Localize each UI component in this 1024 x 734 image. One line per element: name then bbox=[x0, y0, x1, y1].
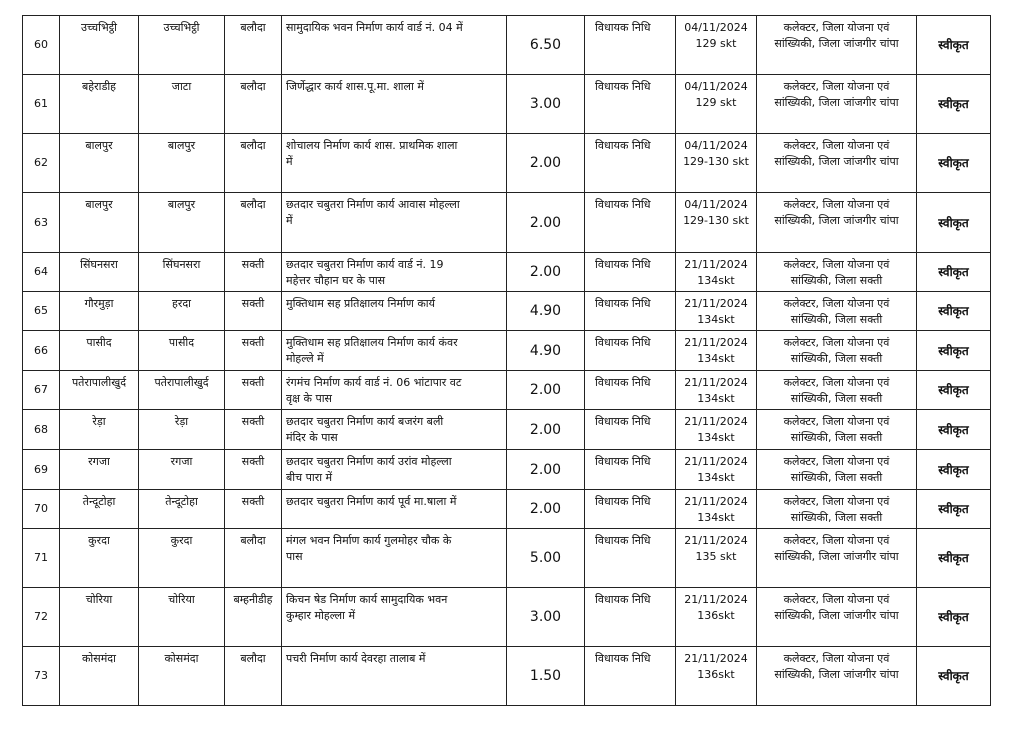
authority-line-2: सांख्यिकी, जिला सक्ती bbox=[790, 431, 883, 444]
fund-source: विधायक निधि bbox=[585, 292, 676, 331]
sanction-date bbox=[676, 410, 757, 450]
date-text: 21/11/2024 bbox=[684, 297, 748, 310]
serial-number: 61 bbox=[23, 75, 60, 134]
reference-number: 129-130 skt bbox=[683, 155, 749, 168]
date-text: 04/11/2024 bbox=[684, 80, 748, 93]
work-description-line-2: बीच पारा में bbox=[286, 471, 333, 484]
authority-line-2: सांख्यिकी, जिला जांजगीर चांपा bbox=[774, 609, 899, 622]
amount: 2.00 bbox=[507, 134, 585, 193]
village-name: बालपुर bbox=[60, 134, 139, 193]
fund-source: विधायक निधि bbox=[585, 490, 676, 529]
table-row bbox=[23, 410, 991, 450]
status-badge: स्वीकृत bbox=[917, 410, 991, 450]
sanctioning-authority bbox=[757, 410, 917, 450]
table-row bbox=[23, 529, 991, 588]
sanctioning-authority bbox=[757, 450, 917, 490]
reference-number: 129 skt bbox=[695, 96, 737, 109]
authority-line-2: सांख्यिकी, जिला सक्ती bbox=[790, 471, 883, 484]
panchayat-name: पासीद bbox=[139, 331, 225, 371]
reference-number: 134skt bbox=[697, 392, 735, 405]
work-description bbox=[282, 292, 507, 331]
work-description-line-1: किचन षेड निर्माण कार्य सामुदायिक भवन bbox=[286, 593, 448, 606]
amount: 3.00 bbox=[507, 75, 585, 134]
sanctioning-authority bbox=[757, 588, 917, 647]
sanctioning-authority bbox=[757, 371, 917, 410]
panchayat-name: कोसमंदा bbox=[139, 647, 225, 706]
serial-number: 62 bbox=[23, 134, 60, 193]
authority-line-2: सांख्यिकी, जिला जांजगीर चांपा bbox=[774, 96, 899, 109]
amount: 2.00 bbox=[507, 253, 585, 292]
date-text: 04/11/2024 bbox=[684, 21, 748, 34]
date-text: 21/11/2024 bbox=[684, 258, 748, 271]
date-text: 04/11/2024 bbox=[684, 198, 748, 211]
sanctioning-authority bbox=[757, 331, 917, 371]
serial-number: 72 bbox=[23, 588, 60, 647]
sanction-table bbox=[22, 15, 991, 706]
authority-line-1: कलेक्टर, जिला योजना एवं bbox=[783, 258, 890, 271]
work-description bbox=[282, 647, 507, 706]
status-badge: स्वीकृत bbox=[917, 253, 991, 292]
amount: 2.00 bbox=[507, 410, 585, 450]
panchayat-name: पतेरापालीखुर्द bbox=[139, 371, 225, 410]
authority-line-2: सांख्यिकी, जिला सक्ती bbox=[790, 313, 883, 326]
block-name: सक्ती bbox=[225, 331, 282, 371]
work-description bbox=[282, 371, 507, 410]
authority-line-1: कलेक्टर, जिला योजना एवं bbox=[783, 495, 890, 508]
status-badge: स्वीकृत bbox=[917, 16, 991, 75]
fund-source: विधायक निधि bbox=[585, 588, 676, 647]
amount: 6.50 bbox=[507, 16, 585, 75]
status-badge: स्वीकृत bbox=[917, 588, 991, 647]
reference-number: 134skt bbox=[697, 313, 735, 326]
amount: 1.50 bbox=[507, 647, 585, 706]
fund-source: विधायक निधि bbox=[585, 331, 676, 371]
block-name: सक्ती bbox=[225, 490, 282, 529]
panchayat-name: चोरिया bbox=[139, 588, 225, 647]
table-row bbox=[23, 450, 991, 490]
authority-line-2: सांख्यिकी, जिला सक्ती bbox=[790, 511, 883, 524]
work-description-line-1: मुक्तिधाम सह प्रतिक्षालय निर्माण कार्य bbox=[286, 297, 436, 310]
table-row bbox=[23, 253, 991, 292]
authority-line-2: सांख्यिकी, जिला सक्ती bbox=[790, 352, 883, 365]
reference-number: 134skt bbox=[697, 471, 735, 484]
reference-number: 129 skt bbox=[695, 37, 737, 50]
work-description bbox=[282, 134, 507, 193]
fund-source: विधायक निधि bbox=[585, 75, 676, 134]
status-badge: स्वीकृत bbox=[917, 647, 991, 706]
date-text: 21/11/2024 bbox=[684, 336, 748, 349]
panchayat-name: रेड़ा bbox=[139, 410, 225, 450]
date-text: 21/11/2024 bbox=[684, 495, 748, 508]
authority-line-1: कलेक्टर, जिला योजना एवं bbox=[783, 593, 890, 606]
table-body bbox=[23, 16, 991, 706]
fund-source: विधायक निधि bbox=[585, 647, 676, 706]
village-name: पासीद bbox=[60, 331, 139, 371]
authority-line-2: सांख्यिकी, जिला जांजगीर चांपा bbox=[774, 155, 899, 168]
reference-number: 135 skt bbox=[695, 550, 737, 563]
sanctioning-authority bbox=[757, 75, 917, 134]
fund-source: विधायक निधि bbox=[585, 193, 676, 253]
date-text: 21/11/2024 bbox=[684, 455, 748, 468]
sanction-date bbox=[676, 75, 757, 134]
table-row bbox=[23, 193, 991, 253]
block-name: सक्ती bbox=[225, 253, 282, 292]
status-badge: स्वीकृत bbox=[917, 331, 991, 371]
table-row bbox=[23, 647, 991, 706]
fund-source: विधायक निधि bbox=[585, 450, 676, 490]
authority-line-2: सांख्यिकी, जिला जांजगीर चांपा bbox=[774, 550, 899, 563]
authority-line-2: सांख्यिकी, जिला जांजगीर चांपा bbox=[774, 214, 899, 227]
table-row bbox=[23, 588, 991, 647]
serial-number: 64 bbox=[23, 253, 60, 292]
block-name: बलौदा bbox=[225, 134, 282, 193]
fund-source: विधायक निधि bbox=[585, 16, 676, 75]
serial-number: 71 bbox=[23, 529, 60, 588]
sanctioning-authority bbox=[757, 16, 917, 75]
serial-number: 60 bbox=[23, 16, 60, 75]
reference-number: 134skt bbox=[697, 352, 735, 365]
amount: 4.90 bbox=[507, 331, 585, 371]
work-description-line-1: जिर्णेद्धार कार्य शास.पू.मा. शाला में bbox=[286, 80, 424, 93]
work-description-line-1: मुक्तिधाम सह प्रतिक्षालय निर्माण कार्य कंवर bbox=[286, 336, 458, 349]
panchayat-name: तेन्दूटोहा bbox=[139, 490, 225, 529]
panchayat-name: कुरदा bbox=[139, 529, 225, 588]
authority-line-2: सांख्यिकी, जिला जांजगीर चांपा bbox=[774, 37, 899, 50]
sanction-date bbox=[676, 490, 757, 529]
reference-number: 134skt bbox=[697, 431, 735, 444]
authority-line-1: कलेक्टर, जिला योजना एवं bbox=[783, 297, 890, 310]
reference-number: 136skt bbox=[697, 609, 735, 622]
sanction-date bbox=[676, 193, 757, 253]
work-description bbox=[282, 16, 507, 75]
sanction-date bbox=[676, 371, 757, 410]
work-description-line-1: छतदार चबुतरा निर्माण कार्य आवास मोहल्ला bbox=[286, 198, 460, 211]
amount: 5.00 bbox=[507, 529, 585, 588]
sanction-date bbox=[676, 331, 757, 371]
block-name: सक्ती bbox=[225, 450, 282, 490]
village-name: बालपुर bbox=[60, 193, 139, 253]
amount: 2.00 bbox=[507, 193, 585, 253]
status-badge: स्वीकृत bbox=[917, 529, 991, 588]
sanction-table-sheet bbox=[22, 15, 990, 706]
fund-source: विधायक निधि bbox=[585, 253, 676, 292]
authority-line-1: कलेक्टर, जिला योजना एवं bbox=[783, 455, 890, 468]
reference-number: 136skt bbox=[697, 668, 735, 681]
block-name: बलौदा bbox=[225, 647, 282, 706]
authority-line-1: कलेक्टर, जिला योजना एवं bbox=[783, 415, 890, 428]
work-description bbox=[282, 193, 507, 253]
village-name: कोसमंदा bbox=[60, 647, 139, 706]
fund-source: विधायक निधि bbox=[585, 529, 676, 588]
work-description bbox=[282, 588, 507, 647]
work-description bbox=[282, 410, 507, 450]
work-description-line-1: रंगमंच निर्माण कार्य वार्ड नं. 06 भांटापार वट bbox=[286, 376, 462, 389]
authority-line-1: कलेक्टर, जिला योजना एवं bbox=[783, 139, 890, 152]
block-name: बम्हनीडीह bbox=[225, 588, 282, 647]
work-description-line-2: में bbox=[286, 214, 293, 227]
block-name: सक्ती bbox=[225, 410, 282, 450]
fund-source: विधायक निधि bbox=[585, 134, 676, 193]
table-row bbox=[23, 331, 991, 371]
village-name: सिंघनसरा bbox=[60, 253, 139, 292]
date-text: 21/11/2024 bbox=[684, 415, 748, 428]
work-description bbox=[282, 253, 507, 292]
serial-number: 68 bbox=[23, 410, 60, 450]
amount: 3.00 bbox=[507, 588, 585, 647]
serial-number: 67 bbox=[23, 371, 60, 410]
panchayat-name: सिंघनसरा bbox=[139, 253, 225, 292]
table-row bbox=[23, 371, 991, 410]
block-name: बलौदा bbox=[225, 529, 282, 588]
reference-number: 134skt bbox=[697, 274, 735, 287]
fund-source: विधायक निधि bbox=[585, 410, 676, 450]
amount: 2.00 bbox=[507, 450, 585, 490]
work-description-line-2: पास bbox=[286, 550, 303, 563]
serial-number: 63 bbox=[23, 193, 60, 253]
village-name: तेन्दूटोहा bbox=[60, 490, 139, 529]
amount: 4.90 bbox=[507, 292, 585, 331]
authority-line-1: कलेक्टर, जिला योजना एवं bbox=[783, 652, 890, 665]
authority-line-1: कलेक्टर, जिला योजना एवं bbox=[783, 198, 890, 211]
sanctioning-authority bbox=[757, 490, 917, 529]
work-description-line-2: वृक्ष के पास bbox=[286, 392, 332, 405]
work-description-line-1: छतदार चबुतरा निर्माण कार्य वार्ड नं. 19 bbox=[286, 258, 444, 271]
sanction-date bbox=[676, 134, 757, 193]
work-description-line-2: में bbox=[286, 155, 293, 168]
amount: 2.00 bbox=[507, 371, 585, 410]
work-description-line-1: पचरी निर्माण कार्य देवरहा तालाब में bbox=[286, 652, 426, 665]
panchayat-name: जाटा bbox=[139, 75, 225, 134]
block-name: बलौदा bbox=[225, 16, 282, 75]
status-badge: स्वीकृत bbox=[917, 75, 991, 134]
table-row bbox=[23, 134, 991, 193]
block-name: सक्ती bbox=[225, 371, 282, 410]
village-name: पतेरापालीखुर्द bbox=[60, 371, 139, 410]
status-badge: स्वीकृत bbox=[917, 292, 991, 331]
sanction-date bbox=[676, 647, 757, 706]
reference-number: 134skt bbox=[697, 511, 735, 524]
sanction-date bbox=[676, 16, 757, 75]
status-badge: स्वीकृत bbox=[917, 490, 991, 529]
authority-line-2: सांख्यिकी, जिला सक्ती bbox=[790, 392, 883, 405]
date-text: 04/11/2024 bbox=[684, 139, 748, 152]
status-badge: स्वीकृत bbox=[917, 193, 991, 253]
date-text: 21/11/2024 bbox=[684, 593, 748, 606]
sanctioning-authority bbox=[757, 292, 917, 331]
table-row bbox=[23, 490, 991, 529]
fund-source: विधायक निधि bbox=[585, 371, 676, 410]
village-name: रगजा bbox=[60, 450, 139, 490]
date-text: 21/11/2024 bbox=[684, 652, 748, 665]
table-row bbox=[23, 75, 991, 134]
block-name: सक्ती bbox=[225, 292, 282, 331]
authority-line-2: सांख्यिकी, जिला जांजगीर चांपा bbox=[774, 668, 899, 681]
sanctioning-authority bbox=[757, 529, 917, 588]
sanction-date bbox=[676, 450, 757, 490]
work-description-line-1: शोचालय निर्माण कार्य शास. प्राथमिक शाला bbox=[286, 139, 458, 152]
authority-line-2: सांख्यिकी, जिला सक्ती bbox=[790, 274, 883, 287]
table-row bbox=[23, 292, 991, 331]
sanctioning-authority bbox=[757, 193, 917, 253]
authority-line-1: कलेक्टर, जिला योजना एवं bbox=[783, 534, 890, 547]
authority-line-1: कलेक्टर, जिला योजना एवं bbox=[783, 80, 890, 93]
village-name: रेड़ा bbox=[60, 410, 139, 450]
panchayat-name: रगजा bbox=[139, 450, 225, 490]
village-name: गौरमुड़ा bbox=[60, 292, 139, 331]
sanctioning-authority bbox=[757, 647, 917, 706]
serial-number: 70 bbox=[23, 490, 60, 529]
village-name: चोरिया bbox=[60, 588, 139, 647]
work-description-line-1: मंगल भवन निर्माण कार्य गुलमोहर चौक के bbox=[286, 534, 452, 547]
panchayat-name: बालपुर bbox=[139, 134, 225, 193]
work-description-line-2: मोहल्ले में bbox=[286, 352, 324, 365]
work-description bbox=[282, 75, 507, 134]
village-name: उच्चभिट्ठी bbox=[60, 16, 139, 75]
work-description-line-2: मंदिर के पास bbox=[286, 431, 338, 444]
work-description bbox=[282, 331, 507, 371]
status-badge: स्वीकृत bbox=[917, 450, 991, 490]
panchayat-name: उच्चभिट्ठी bbox=[139, 16, 225, 75]
sanction-date bbox=[676, 588, 757, 647]
date-text: 21/11/2024 bbox=[684, 376, 748, 389]
status-badge: स्वीकृत bbox=[917, 134, 991, 193]
sanction-date bbox=[676, 529, 757, 588]
authority-line-1: कलेक्टर, जिला योजना एवं bbox=[783, 336, 890, 349]
date-text: 21/11/2024 bbox=[684, 534, 748, 547]
work-description-line-2: महेत्तर चौहान घर के पास bbox=[286, 274, 386, 287]
sanction-date bbox=[676, 292, 757, 331]
authority-line-1: कलेक्टर, जिला योजना एवं bbox=[783, 376, 890, 389]
amount: 2.00 bbox=[507, 490, 585, 529]
block-name: बलौदा bbox=[225, 193, 282, 253]
sanctioning-authority bbox=[757, 253, 917, 292]
serial-number: 69 bbox=[23, 450, 60, 490]
table-row bbox=[23, 16, 991, 75]
sanction-date bbox=[676, 253, 757, 292]
serial-number: 65 bbox=[23, 292, 60, 331]
village-name: बहेराडीह bbox=[60, 75, 139, 134]
panchayat-name: हरदा bbox=[139, 292, 225, 331]
serial-number: 73 bbox=[23, 647, 60, 706]
authority-line-1: कलेक्टर, जिला योजना एवं bbox=[783, 21, 890, 34]
work-description bbox=[282, 490, 507, 529]
work-description-line-1: छतदार चबुतरा निर्माण कार्य उरांव मोहल्ला bbox=[286, 455, 452, 468]
village-name: कुरदा bbox=[60, 529, 139, 588]
work-description-line-1: सामुदायिक भवन निर्माण कार्य वार्ड नं. 04 में bbox=[286, 21, 463, 34]
serial-number: 66 bbox=[23, 331, 60, 371]
sanctioning-authority bbox=[757, 134, 917, 193]
work-description-line-1: छतदार चबुतरा निर्माण कार्य पूर्व मा.षाला में bbox=[286, 495, 457, 508]
reference-number: 129-130 skt bbox=[683, 214, 749, 227]
work-description-line-1: छतदार चबुतरा निर्माण कार्य बजरंग बली bbox=[286, 415, 444, 428]
panchayat-name: बालपुर bbox=[139, 193, 225, 253]
work-description bbox=[282, 450, 507, 490]
work-description-line-2: कुम्हार मोहल्ला में bbox=[286, 609, 356, 622]
work-description bbox=[282, 529, 507, 588]
block-name: बलौदा bbox=[225, 75, 282, 134]
status-badge: स्वीकृत bbox=[917, 371, 991, 410]
